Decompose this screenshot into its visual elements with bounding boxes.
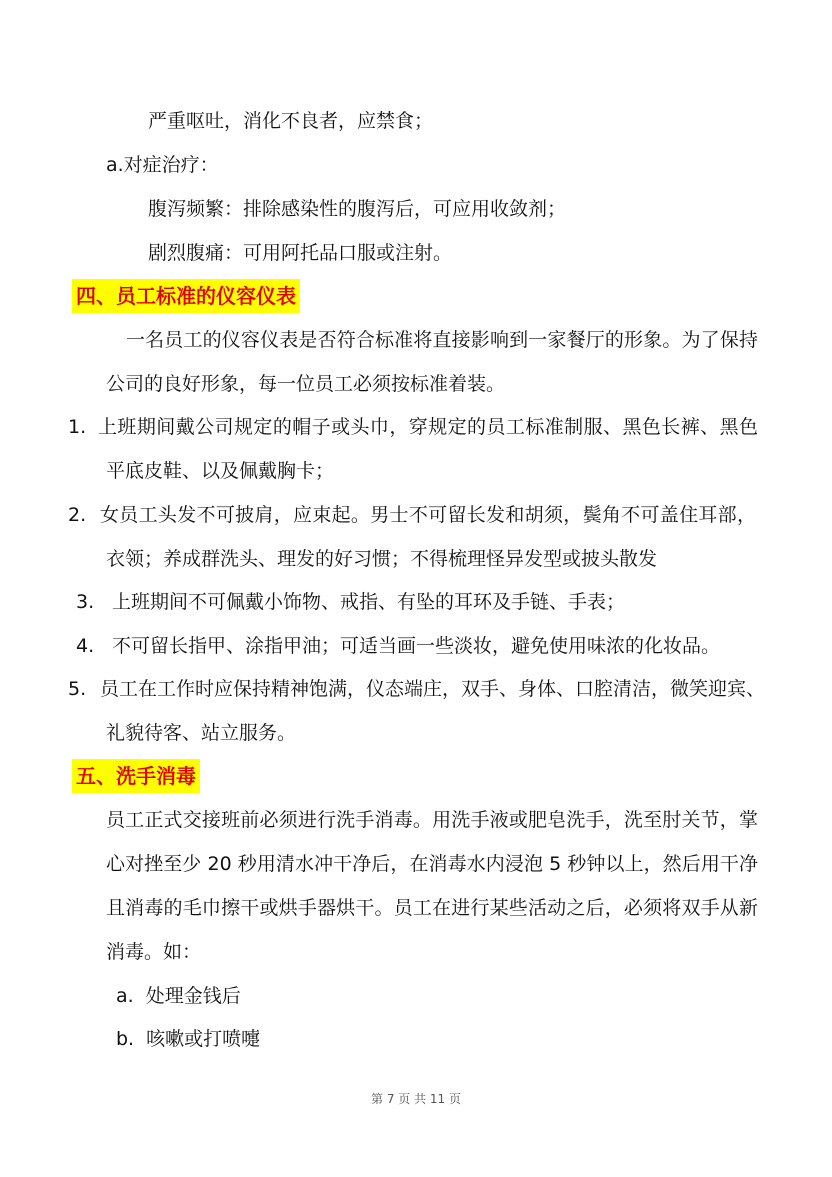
list-item: a. 处理金钱后	[116, 985, 241, 1007]
paragraph-line	[126, 327, 758, 353]
section-heading-4: 四、员工标准的仪容仪表	[72, 279, 300, 313]
list-number: 1.	[68, 416, 87, 438]
list-item-line: 礼貌待客、站立服务。	[106, 722, 297, 744]
paragraph-text: 员工正式交接班前必须进行洗手消毒。用洗手液或肥皂洗手，洗至肘关节，掌	[106, 809, 758, 831]
list-number: 3.	[76, 591, 95, 613]
list-item-line: 平底皮鞋、以及佩戴胸卡；	[106, 460, 335, 482]
text-line: 剧烈腹痛：可用阿托品口服或注射。	[148, 242, 453, 264]
paragraph-line	[106, 895, 758, 921]
paragraph-text: 心对挫至少 20 秒用清水冲干净后，在消毒水内浸泡 5 秒钟以上，然后用干净	[106, 853, 758, 875]
list-number: 2.	[68, 504, 87, 526]
paragraph-text: 一名员工的仪容仪表是否符合标准将直接影响到一家餐厅的形象。为了保持	[126, 329, 758, 351]
page-number-footer: 第 7 页 共 11 页	[371, 1092, 461, 1106]
list-item-text: 员工在工作时应保持精神饱满，仪态端庄，双手、身体、口腔清洁，微笑迎宾、	[100, 678, 766, 700]
paragraph-line: 公司的良好形象，每一位员工必须按标准着装。	[106, 373, 506, 395]
list-item: b. 咳嗽或打喷嚏	[116, 1028, 261, 1050]
list-item-line	[100, 502, 756, 528]
list-item-text: 上班期间戴公司规定的帽子或头巾，穿规定的员工标准制服、黑色长裤、黑色	[98, 416, 758, 438]
paragraph-line	[106, 851, 758, 877]
list-item-line	[98, 414, 758, 440]
list-number: 5.	[68, 678, 87, 700]
paragraph-text: 且消毒的毛巾擦干或烘手器烘干。员工在进行某些活动之后，必须将双手从新	[106, 897, 758, 919]
list-item-text: 女员工头发不可披肩，应束起。男士不可留长发和胡须，鬓角不可盖住耳部，	[100, 504, 756, 526]
list-item-line: 不可留长指甲、涂指甲油；可适当画一些淡妆，避免使用味浓的化妆品。	[112, 635, 721, 657]
text-line: 腹泻频繁：排除感染性的腹泻后，可应用收敛剂；	[148, 198, 567, 220]
section-heading-5: 五、洗手消毒	[72, 759, 200, 793]
list-item-line	[100, 676, 766, 702]
text-line: 严重呕吐，消化不良者，应禁食；	[148, 110, 434, 132]
sub-item-label: a.对症治疗：	[106, 154, 219, 176]
list-item-line: 衣领；养成群洗头、理发的好习惯；不得梳理怪异发型或披头散发	[106, 548, 658, 570]
paragraph-line: 消毒。如：	[106, 941, 202, 963]
list-item-line: 上班期间不可佩戴小饰物、戒指、有坠的耳环及手链、手表；	[112, 591, 626, 613]
list-number: 4.	[76, 635, 95, 657]
paragraph-line	[106, 807, 758, 833]
